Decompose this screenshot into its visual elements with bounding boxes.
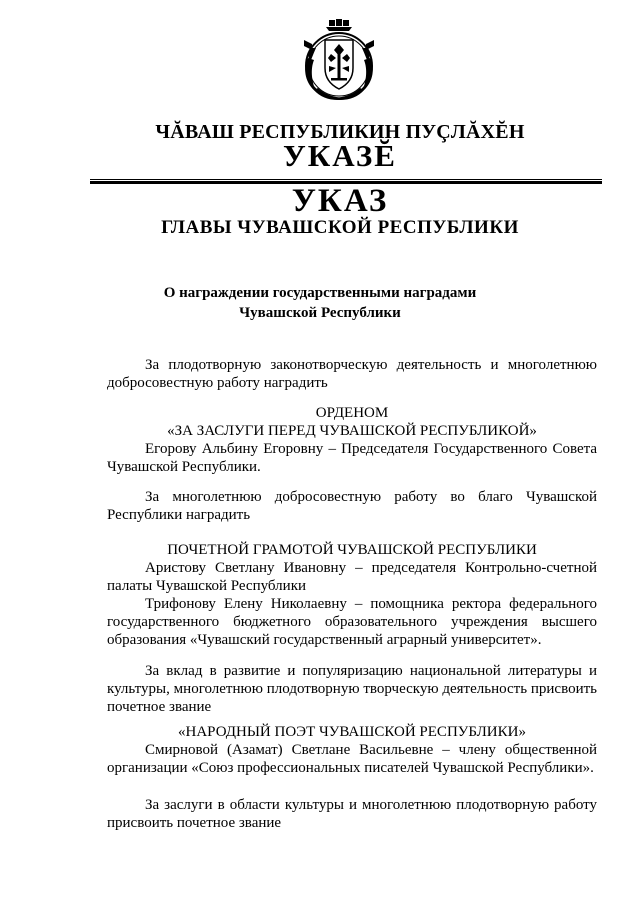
decree-subject [0, 283, 640, 323]
chuvash-decree-title: УКАЗĔ [283, 138, 397, 173]
gramota-recipient-1: Аристову Светлану Ивановну – председателя Контрольно-счетной палаты Чувашской Республики [107, 560, 597, 594]
subject-line-1: О награждении государственными наградами [163, 285, 477, 301]
chuvash-header-line: ЧĂВАШ РЕСПУБЛИКИН ПУÇЛĂХĔН [155, 121, 525, 143]
order-section [107, 404, 597, 476]
header-divider-thin [90, 179, 602, 180]
gramota-recipient-2: Трифонову Елену Николаевну – помощника ректора федерального государственного бюджетного образовательного учреждения высшего образования «Чувашский государственный аграрный университет». [107, 596, 597, 648]
gramota-section [107, 541, 597, 649]
poet-section [107, 723, 597, 777]
order-name: «ЗА ЗАСЛУГИ ПЕРЕД ЧУВАШСКОЙ РЕСПУБЛИКОЙ» [167, 423, 537, 439]
gramota-title: ПОЧЕТНОЙ ГРАМОТОЙ ЧУВАШСКОЙ РЕСПУБЛИКИ [167, 542, 537, 558]
decree-subtitle: ГЛАВЫ ЧУВАШСКОЙ РЕСПУБЛИКИ [161, 217, 519, 238]
poet-title: «НАРОДНЫЙ ПОЭТ ЧУВАШСКОЙ РЕСПУБЛИКИ» [178, 724, 526, 740]
intro-2-text: За многолетнюю добросовестную работу во благо Чувашской Республики наградить [107, 489, 597, 523]
decree-title: УКАЗ [291, 183, 389, 219]
poet-recipient: Смирновой (Азамат) Светлане Васильевне – члену общественной организации «Союз профессиональных писателей Чувашской Республики». [107, 742, 597, 776]
chuvash-emblem-icon [298, 18, 380, 104]
subject-line-2: Чувашской Республики [239, 305, 401, 321]
intro-4-text: За заслуги в области культуры и многолетнюю плодотворную работу присвоить почетное звание [107, 797, 597, 831]
paragraph-intro-3 [107, 662, 597, 716]
intro-1-text: За плодотворную законотворческую деятельность и многолетнюю добросовестную работу наградить [107, 357, 597, 391]
paragraph-intro-4 [107, 796, 597, 832]
intro-3-text: За вклад в развитие и популяризацию национальной литературы и культуры, многолетнюю плодотворную творческую деятельность присвоить почетное звание [107, 663, 597, 715]
order-title: ОРДЕНОМ [315, 405, 389, 421]
paragraph-intro-2 [107, 488, 597, 524]
paragraph-intro-1 [107, 356, 597, 392]
order-recipient: Егорову Альбину Егоровну – Председателя Государственного Совета Чувашской Республики. [107, 441, 597, 475]
